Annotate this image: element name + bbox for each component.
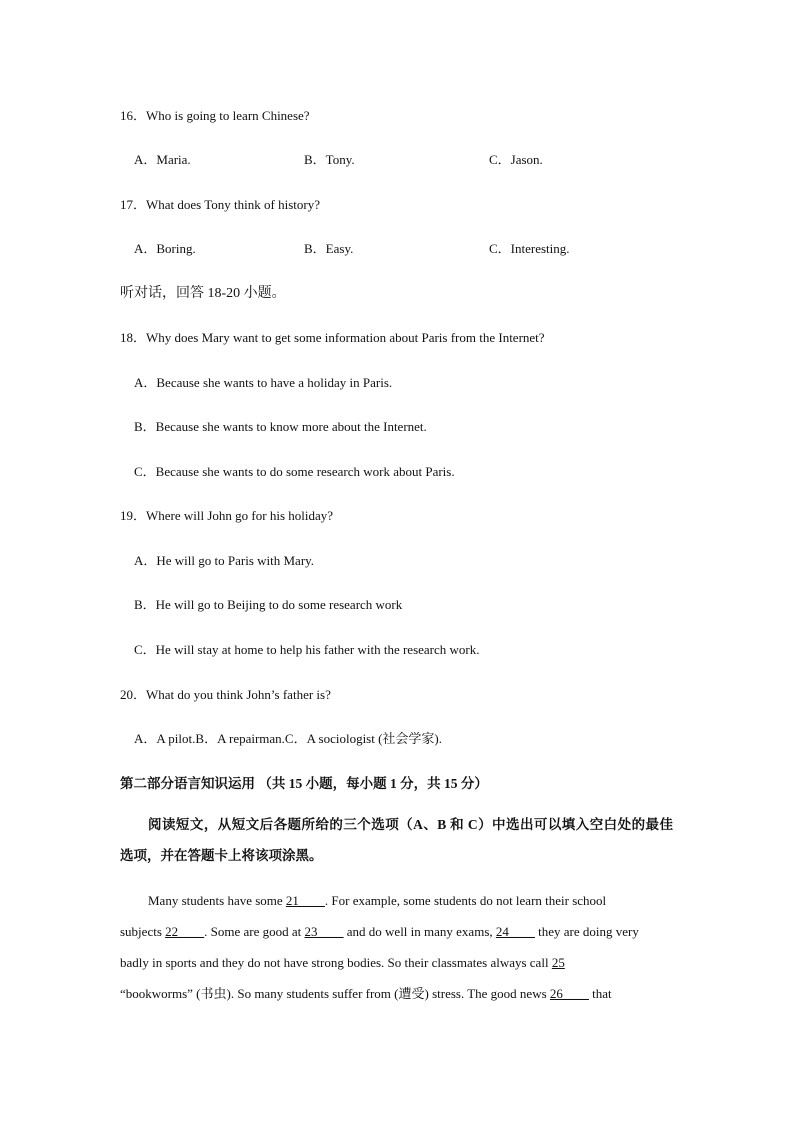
passage-text: they are doing very: [534, 924, 639, 939]
question-19: 19．Where will John go for his holiday?: [120, 508, 334, 523]
passage-text: subjects: [120, 924, 166, 939]
part2-title: 第二部分语言知识运用 （共 15 小题，每小题 1 分，共 15 分）: [120, 776, 488, 791]
blank-23: 23____: [304, 924, 344, 939]
passage-text: that: [588, 986, 612, 1001]
q19-option-b: B．He will go to Beijing to do some research work: [134, 597, 403, 612]
blank-22: 22____: [165, 924, 205, 939]
q18-option-a: A．Because she wants to have a holiday in Paris.: [134, 375, 393, 390]
passage-line-4: [120, 978, 673, 1009]
passage-line-1: [120, 885, 673, 916]
passage-text: . Some are good at: [204, 924, 305, 939]
blank-26: 26____: [549, 986, 589, 1001]
q18-option-b: B．Because she wants to know more about the Internet.: [134, 419, 427, 434]
instruction-line-2: 选项，并在答题卡上将该项涂黑。: [120, 848, 323, 863]
question-17: 17．What does Tony think of history?: [120, 197, 320, 212]
q19-option-a: A．He will go to Paris with Mary.: [134, 553, 315, 568]
cloze-passage: [120, 885, 673, 1009]
q18-option-c: C．Because she wants to do some research work about Paris.: [134, 464, 455, 479]
question-16: 16．Who is going to learn Chinese?: [120, 108, 310, 123]
passage-line-3: [120, 947, 673, 978]
q16-option-a: A．Maria.: [134, 152, 191, 167]
q16-option-b: B．Tony.: [304, 152, 355, 167]
passage-text: and do well in many exams,: [343, 924, 496, 939]
q17-option-a: A．Boring.: [134, 241, 196, 256]
blank-21: 21____: [285, 893, 325, 908]
q17-option-b: B．Easy.: [304, 241, 354, 256]
passage-line-2: [120, 916, 673, 947]
q16-option-c: C．Jason.: [489, 152, 543, 167]
blank-25: 25: [551, 955, 565, 970]
part2-instruction: [120, 809, 673, 871]
q20-options: A．A pilot.B．A repairman.C．A sociologist (社会学家).: [134, 731, 443, 746]
passage-text: Many students have some: [148, 893, 286, 908]
instruction-line-1: 阅读短文，从短文后各题所给的三个选项（A、B 和 C）中选出可以填入空白处的最佳: [148, 817, 673, 832]
listening-instruction: 听对话，回答 18-20 小题。: [120, 286, 286, 301]
q19-option-c: C．He will stay at home to help his father with the research work.: [134, 642, 480, 657]
question-18: 18．Why does Mary want to get some information about Paris from the Internet?: [120, 330, 545, 345]
passage-text: “bookworms” (书虫). So many students suffer from (遭受) stress. The good news: [120, 986, 550, 1001]
question-20: 20．What do you think John’s father is?: [120, 687, 331, 702]
passage-text: badly in sports and they do not have strong bodies. So their classmates always call: [120, 955, 552, 970]
passage-text: . For example, some students do not learn their school: [324, 893, 607, 908]
q17-option-c: C．Interesting.: [489, 241, 570, 256]
blank-24: 24____: [495, 924, 535, 939]
